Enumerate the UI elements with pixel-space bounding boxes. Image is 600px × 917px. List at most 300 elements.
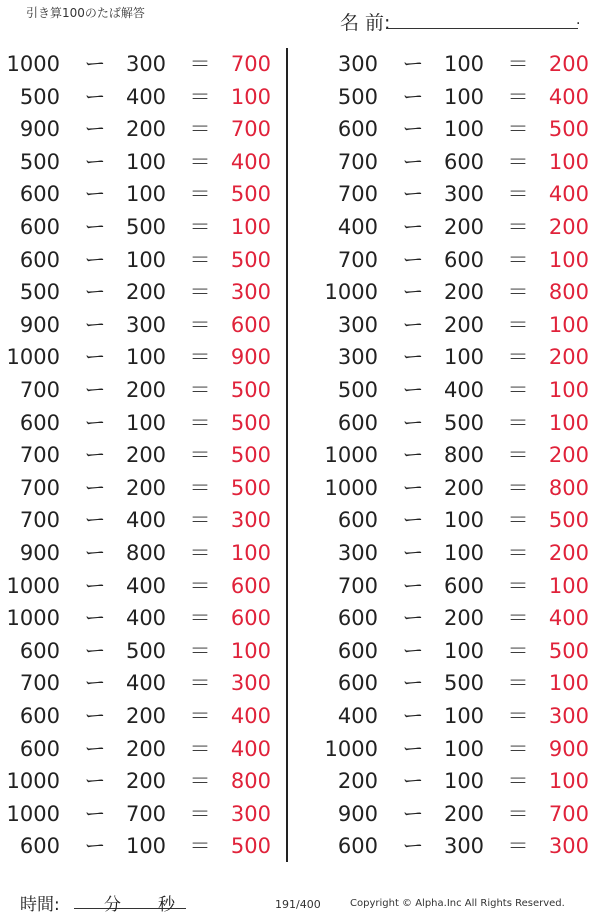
minuend: 400: [337, 215, 378, 239]
minus-sign: ー: [402, 801, 424, 826]
minuend: 1000: [324, 280, 378, 305]
equals-sign: ＝: [189, 247, 211, 272]
problem-row: [2, 374, 292, 406]
problem-row: [2, 211, 292, 243]
problem-row: [320, 537, 600, 569]
subtrahend: 600: [443, 573, 485, 598]
problem-row: [2, 146, 292, 178]
minus-sign: ー: [84, 508, 106, 533]
equals-sign: ＝: [189, 573, 211, 598]
problem-row: [2, 407, 292, 439]
answer: 400: [548, 84, 589, 109]
subtrahend: 400: [125, 606, 167, 631]
minus-sign: ー: [402, 736, 424, 761]
problem-row: [2, 537, 292, 569]
answer: 100: [548, 573, 589, 598]
subtrahend: 500: [125, 638, 167, 663]
equals-sign: ＝: [507, 280, 529, 305]
problem-row: [320, 504, 600, 536]
minuend: 300: [337, 345, 378, 370]
problem-row: [320, 374, 600, 406]
minus-sign: ー: [84, 84, 106, 109]
equals-sign: ＝: [507, 378, 529, 402]
answer: 200: [548, 52, 589, 76]
subtrahend: 100: [443, 704, 485, 728]
minuend: 1000: [6, 345, 60, 370]
minuend: 300: [337, 312, 378, 337]
equals-sign: ＝: [189, 671, 211, 696]
subtrahend: 200: [125, 117, 167, 142]
minus-sign: ー: [84, 280, 106, 305]
minus-sign: ー: [402, 508, 424, 533]
problem-row: [2, 178, 292, 210]
equals-sign: ＝: [507, 671, 529, 696]
equals-sign: ＝: [507, 638, 529, 663]
answer: 600: [230, 606, 271, 631]
problem-row: [320, 439, 600, 471]
minuend: 600: [337, 117, 378, 142]
minuend: 700: [337, 573, 378, 598]
problem-row: [320, 211, 600, 243]
problem-row: [320, 113, 600, 145]
minus-sign: ー: [84, 801, 106, 826]
minuend: 700: [19, 475, 60, 500]
answer: 200: [548, 215, 589, 239]
subtrahend: 200: [443, 475, 485, 500]
minuend: 200: [337, 769, 378, 794]
subtrahend: 100: [443, 638, 485, 663]
minuend: 500: [19, 149, 60, 174]
minus-sign: ー: [402, 84, 424, 109]
name-input-line[interactable]: [386, 28, 578, 29]
subtrahend: 200: [125, 443, 167, 468]
equals-sign: ＝: [507, 345, 529, 370]
subtrahend: 700: [125, 801, 167, 826]
equals-sign: ＝: [507, 410, 529, 435]
problem-row: [2, 244, 292, 276]
equals-sign: ＝: [189, 801, 211, 826]
answer: 100: [230, 541, 271, 565]
page-number: 191/400: [275, 898, 321, 911]
answer: 100: [548, 769, 589, 794]
problem-row: [2, 765, 292, 797]
minus-sign: ー: [402, 834, 424, 859]
equals-sign: ＝: [507, 215, 529, 239]
minuend: 1000: [6, 52, 60, 76]
subtrahend: 200: [125, 769, 167, 794]
answer: 700: [230, 117, 271, 142]
minuend: 900: [19, 541, 60, 565]
problem-row: [2, 733, 292, 765]
minus-sign: ー: [84, 247, 106, 272]
minus-sign: ー: [402, 378, 424, 402]
equals-sign: ＝: [189, 312, 211, 337]
minus-sign: ー: [84, 443, 106, 468]
problem-row: [320, 472, 600, 504]
equals-sign: ＝: [507, 573, 529, 598]
equals-sign: ＝: [507, 247, 529, 272]
minutes-label: 分: [104, 895, 121, 915]
minus-sign: ー: [84, 312, 106, 337]
subtrahend: 800: [443, 443, 485, 468]
minuend: 600: [19, 182, 60, 207]
equals-sign: ＝: [189, 769, 211, 794]
equals-sign: ＝: [507, 312, 529, 337]
minus-sign: ー: [402, 149, 424, 174]
minus-sign: ー: [402, 573, 424, 598]
minus-sign: ー: [402, 117, 424, 142]
equals-sign: ＝: [189, 606, 211, 631]
problem-row: [2, 504, 292, 536]
subtrahend: 100: [125, 345, 167, 370]
subtrahend: 400: [125, 84, 167, 109]
equals-sign: ＝: [189, 215, 211, 239]
minuend: 600: [19, 215, 60, 239]
equals-sign: ＝: [507, 84, 529, 109]
minus-sign: ー: [402, 606, 424, 631]
minuend: 700: [19, 378, 60, 402]
problem-row: [2, 700, 292, 732]
problem-row: [2, 830, 292, 862]
equals-sign: ＝: [507, 606, 529, 631]
answer: 500: [548, 508, 589, 533]
minuend: 600: [19, 704, 60, 728]
answer: 100: [548, 671, 589, 696]
subtrahend: 100: [443, 84, 485, 109]
problem-row: [2, 667, 292, 699]
equals-sign: ＝: [189, 280, 211, 305]
answer: 100: [548, 378, 589, 402]
minus-sign: ー: [84, 475, 106, 500]
minuend: 500: [337, 84, 378, 109]
equals-sign: ＝: [189, 638, 211, 663]
minus-sign: ー: [84, 345, 106, 370]
minus-sign: ー: [84, 834, 106, 859]
subtrahend: 200: [443, 215, 485, 239]
answer: 900: [548, 736, 589, 761]
subtrahend: 800: [125, 541, 167, 565]
problem-row: [320, 407, 600, 439]
equals-sign: ＝: [507, 149, 529, 174]
answer: 400: [230, 736, 271, 761]
problem-row: [320, 178, 600, 210]
subtrahend: 100: [125, 834, 167, 859]
problem-row: [320, 146, 600, 178]
answer: 800: [230, 769, 271, 794]
minus-sign: ー: [402, 769, 424, 794]
minus-sign: ー: [402, 541, 424, 565]
equals-sign: ＝: [189, 443, 211, 468]
subtrahend: 100: [443, 508, 485, 533]
answer: 100: [230, 215, 271, 239]
subtrahend: 100: [443, 736, 485, 761]
subtrahend: 100: [443, 769, 485, 794]
answer: 500: [230, 182, 271, 207]
answer: 300: [230, 671, 271, 696]
answer: 500: [230, 378, 271, 402]
answer: 100: [230, 84, 271, 109]
subtrahend: 200: [125, 704, 167, 728]
answer: 200: [548, 345, 589, 370]
equals-sign: ＝: [507, 736, 529, 761]
problem-row: [320, 81, 600, 113]
minus-sign: ー: [84, 378, 106, 402]
answer: 700: [548, 801, 589, 826]
problem-row: [2, 48, 292, 80]
equals-sign: ＝: [189, 834, 211, 859]
subtrahend: 600: [443, 149, 485, 174]
equals-sign: ＝: [507, 52, 529, 76]
problem-row: [320, 341, 600, 373]
minus-sign: ー: [84, 182, 106, 207]
problem-row: [320, 244, 600, 276]
subtrahend: 400: [125, 573, 167, 598]
problem-row: [2, 341, 292, 373]
problem-row: [2, 798, 292, 830]
answer: 200: [548, 541, 589, 565]
subtrahend: 100: [443, 52, 485, 76]
problem-row: [2, 635, 292, 667]
minuend: 700: [337, 247, 378, 272]
minuend: 300: [337, 52, 378, 76]
minus-sign: ー: [402, 475, 424, 500]
problem-row: [2, 602, 292, 634]
minus-sign: ー: [84, 606, 106, 631]
equals-sign: ＝: [189, 117, 211, 142]
equals-sign: ＝: [189, 475, 211, 500]
minus-sign: ー: [84, 541, 106, 565]
subtrahend: 300: [125, 312, 167, 337]
minuend: 500: [337, 378, 378, 402]
subtrahend: 100: [125, 149, 167, 174]
subtrahend: 100: [125, 410, 167, 435]
answer: 900: [230, 345, 271, 370]
answer: 500: [548, 638, 589, 663]
minus-sign: ー: [84, 704, 106, 728]
answer: 500: [230, 443, 271, 468]
minuend: 900: [337, 801, 378, 826]
problem-row: [320, 700, 600, 732]
answer: 500: [548, 117, 589, 142]
subtrahend: 600: [443, 247, 485, 272]
answer: 100: [230, 638, 271, 663]
minuend: 600: [337, 410, 378, 435]
minuend: 700: [337, 182, 378, 207]
answer: 800: [548, 475, 589, 500]
subtrahend: 400: [443, 378, 485, 402]
subtrahend: 300: [443, 834, 485, 859]
minuend: 700: [19, 671, 60, 696]
answer: 400: [230, 704, 271, 728]
answer: 600: [230, 312, 271, 337]
answer: 100: [548, 247, 589, 272]
minus-sign: ー: [402, 638, 424, 663]
minus-sign: ー: [402, 247, 424, 272]
minuend: 1000: [324, 443, 378, 468]
minus-sign: ー: [402, 280, 424, 305]
minuend: 600: [337, 508, 378, 533]
subtrahend: 200: [125, 475, 167, 500]
answer: 100: [548, 410, 589, 435]
minus-sign: ー: [402, 443, 424, 468]
problem-row: [2, 570, 292, 602]
subtrahend: 100: [125, 182, 167, 207]
minuend: 600: [19, 410, 60, 435]
equals-sign: ＝: [189, 52, 211, 76]
subtrahend: 100: [443, 345, 485, 370]
subtrahend: 200: [125, 378, 167, 402]
answer: 100: [548, 312, 589, 337]
minuend: 1000: [6, 573, 60, 598]
minuend: 300: [337, 541, 378, 565]
answer: 500: [230, 475, 271, 500]
minus-sign: ー: [84, 410, 106, 435]
answer: 500: [230, 834, 271, 859]
equals-sign: ＝: [507, 117, 529, 142]
equals-sign: ＝: [189, 149, 211, 174]
time-label: 時間:: [20, 895, 60, 915]
equals-sign: ＝: [507, 769, 529, 794]
subtrahend: 400: [125, 671, 167, 696]
subtrahend: 200: [125, 736, 167, 761]
minus-sign: ー: [402, 410, 424, 435]
subtrahend: 500: [443, 410, 485, 435]
answer: 300: [230, 508, 271, 533]
minuend: 400: [337, 704, 378, 728]
equals-sign: ＝: [189, 84, 211, 109]
minuend: 600: [337, 638, 378, 663]
subtrahend: 300: [443, 182, 485, 207]
subtrahend: 500: [125, 215, 167, 239]
equals-sign: ＝: [507, 443, 529, 468]
subtrahend: 100: [443, 541, 485, 565]
equals-sign: ＝: [507, 801, 529, 826]
minuend: 600: [19, 736, 60, 761]
subtrahend: 200: [443, 606, 485, 631]
equals-sign: ＝: [507, 541, 529, 565]
minuend: 700: [337, 149, 378, 174]
problem-row: [320, 798, 600, 830]
answer: 700: [230, 52, 271, 76]
subtrahend: 100: [125, 247, 167, 272]
answer: 600: [230, 573, 271, 598]
problem-row: [320, 635, 600, 667]
subtrahend: 100: [443, 117, 485, 142]
problem-row: [2, 113, 292, 145]
problem-row: [320, 830, 600, 862]
answer: 500: [230, 247, 271, 272]
minuend: 600: [337, 606, 378, 631]
answer: 400: [230, 149, 271, 174]
minuend: 600: [337, 834, 378, 859]
minus-sign: ー: [84, 215, 106, 239]
minus-sign: ー: [402, 312, 424, 337]
minuend: 900: [19, 312, 60, 337]
answer: 500: [230, 410, 271, 435]
answer: 400: [548, 182, 589, 207]
answer: 100: [548, 149, 589, 174]
answer: 300: [230, 280, 271, 305]
seconds-label: 秒: [158, 895, 175, 915]
subtrahend: 200: [443, 312, 485, 337]
equals-sign: ＝: [189, 704, 211, 728]
minuend: 700: [19, 508, 60, 533]
problem-row: [320, 667, 600, 699]
minus-sign: ー: [84, 671, 106, 696]
minus-sign: ー: [402, 215, 424, 239]
problem-row: [320, 602, 600, 634]
minuend: 900: [19, 117, 60, 142]
minus-sign: ー: [402, 704, 424, 728]
problem-row: [2, 472, 292, 504]
worksheet-title: 引き算100のたば解答: [26, 6, 145, 20]
answer: 300: [548, 834, 589, 859]
minus-sign: ー: [402, 52, 424, 76]
subtrahend: 200: [443, 801, 485, 826]
answer: 200: [548, 443, 589, 468]
minus-sign: ー: [84, 769, 106, 794]
problem-row: [320, 570, 600, 602]
problem-row: [320, 309, 600, 341]
problem-row: [2, 81, 292, 113]
problem-row: [2, 309, 292, 341]
subtrahend: 300: [125, 52, 167, 76]
minuend: 700: [19, 443, 60, 468]
minuend: 1000: [6, 801, 60, 826]
equals-sign: ＝: [507, 182, 529, 207]
minuend: 1000: [324, 736, 378, 761]
problem-row: [320, 276, 600, 308]
minus-sign: ー: [84, 736, 106, 761]
minus-sign: ー: [402, 182, 424, 207]
minuend: 1000: [6, 606, 60, 631]
minus-sign: ー: [84, 52, 106, 76]
subtrahend: 200: [443, 280, 485, 305]
equals-sign: ＝: [189, 182, 211, 207]
equals-sign: ＝: [507, 508, 529, 533]
equals-sign: ＝: [189, 541, 211, 565]
subtrahend: 500: [443, 671, 485, 696]
problem-row: [2, 439, 292, 471]
minus-sign: ー: [402, 345, 424, 370]
minuend: 600: [19, 834, 60, 859]
minus-sign: ー: [84, 149, 106, 174]
equals-sign: ＝: [189, 508, 211, 533]
copyright-notice: Copyright © Alpha.Inc All Rights Reserved.: [350, 898, 565, 909]
minuend: 1000: [324, 475, 378, 500]
name-dot: .: [576, 12, 581, 28]
answer: 300: [548, 704, 589, 728]
subtrahend: 200: [125, 280, 167, 305]
equals-sign: ＝: [507, 704, 529, 728]
answer: 800: [548, 280, 589, 305]
problem-row: [320, 48, 600, 80]
minus-sign: ー: [402, 671, 424, 696]
equals-sign: ＝: [189, 410, 211, 435]
minuend: 500: [19, 280, 60, 305]
equals-sign: ＝: [507, 475, 529, 500]
answer: 400: [548, 606, 589, 631]
name-label: 名 前:: [340, 12, 391, 34]
answer: 300: [230, 801, 271, 826]
minus-sign: ー: [84, 638, 106, 663]
minuend: 600: [337, 671, 378, 696]
subtrahend: 400: [125, 508, 167, 533]
problem-row: [320, 733, 600, 765]
minus-sign: ー: [84, 117, 106, 142]
problem-row: [2, 276, 292, 308]
minuend: 500: [19, 84, 60, 109]
